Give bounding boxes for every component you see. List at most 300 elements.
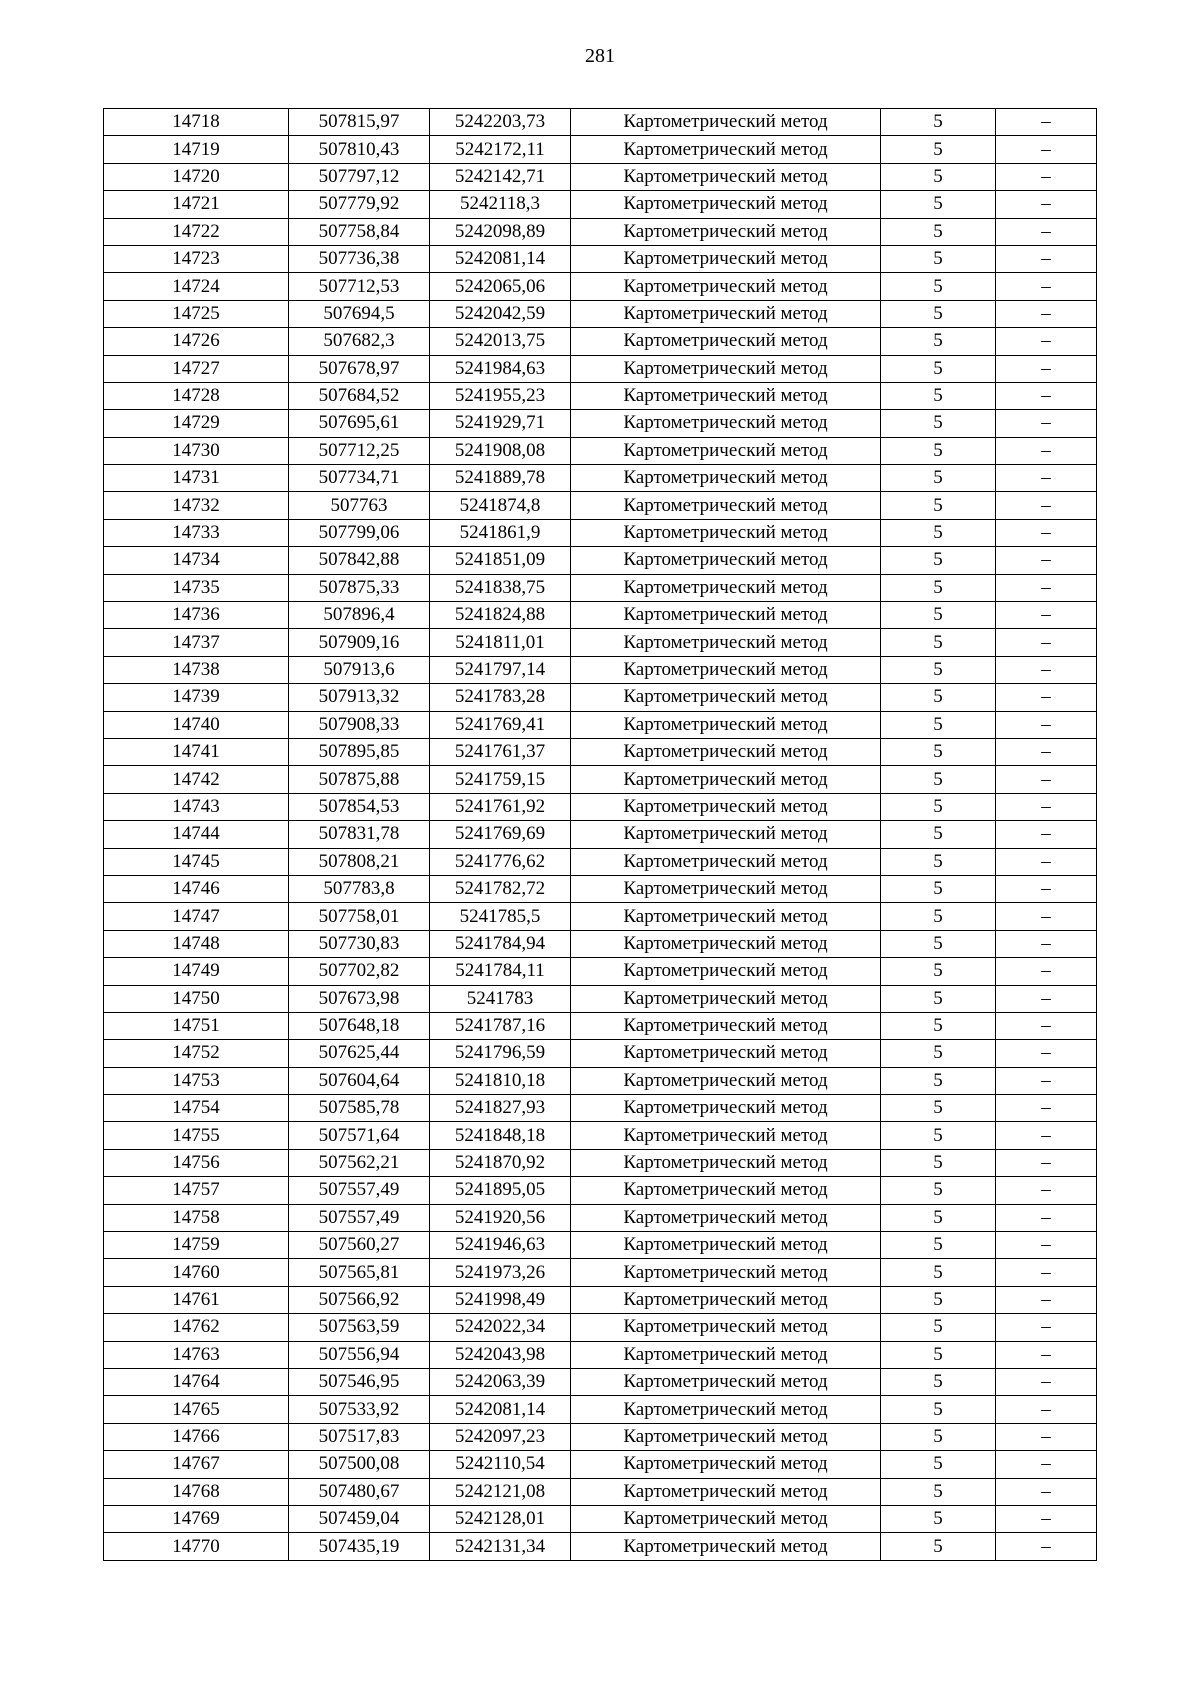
table-row	[104, 793, 1097, 820]
note-cell: –	[996, 958, 1097, 985]
y-coordinate-cell: 5241776,62	[430, 848, 571, 875]
table-row	[104, 1012, 1097, 1039]
method-cell: Картометрический метод	[571, 300, 881, 327]
y-coordinate-cell: 5241973,26	[430, 1259, 571, 1286]
point-number-cell: 14739	[104, 684, 289, 711]
note-cell: –	[996, 738, 1097, 765]
x-coordinate-cell: 507673,98	[289, 985, 430, 1012]
note-cell: –	[996, 1505, 1097, 1532]
x-coordinate-cell: 507695,61	[289, 410, 430, 437]
y-coordinate-cell: 5241955,23	[430, 382, 571, 409]
method-cell: Картометрический метод	[571, 191, 881, 218]
point-number-cell: 14720	[104, 163, 289, 190]
note-cell: –	[996, 1095, 1097, 1122]
note-cell: –	[996, 711, 1097, 738]
table-row	[104, 1095, 1097, 1122]
point-number-cell: 14725	[104, 300, 289, 327]
y-coordinate-cell: 5242121,08	[430, 1478, 571, 1505]
point-number-cell: 14748	[104, 930, 289, 957]
point-number-cell: 14741	[104, 738, 289, 765]
note-cell: –	[996, 1259, 1097, 1286]
x-coordinate-cell: 507831,78	[289, 821, 430, 848]
x-coordinate-cell: 507480,67	[289, 1478, 430, 1505]
y-coordinate-cell: 5242081,14	[430, 245, 571, 272]
table-row	[104, 602, 1097, 629]
note-cell: –	[996, 1533, 1097, 1560]
y-coordinate-cell: 5241784,11	[430, 958, 571, 985]
table-row	[104, 109, 1097, 136]
method-cell: Картометрический метод	[571, 1012, 881, 1039]
accuracy-cell: 5	[881, 1177, 996, 1204]
method-cell: Картометрический метод	[571, 766, 881, 793]
y-coordinate-cell: 5242203,73	[430, 109, 571, 136]
table-row	[104, 930, 1097, 957]
accuracy-cell: 5	[881, 1122, 996, 1149]
table-row	[104, 1177, 1097, 1204]
x-coordinate-cell: 507702,82	[289, 958, 430, 985]
method-cell: Картометрический метод	[571, 492, 881, 519]
x-coordinate-cell: 507459,04	[289, 1505, 430, 1532]
table-row	[104, 547, 1097, 574]
table-row	[104, 328, 1097, 355]
x-coordinate-cell: 507758,84	[289, 218, 430, 245]
table-row	[104, 163, 1097, 190]
x-coordinate-cell: 507694,5	[289, 300, 430, 327]
accuracy-cell: 5	[881, 602, 996, 629]
table-row	[104, 1067, 1097, 1094]
accuracy-cell: 5	[881, 985, 996, 1012]
table-row	[104, 903, 1097, 930]
accuracy-cell: 5	[881, 1533, 996, 1560]
method-cell: Картометрический метод	[571, 1341, 881, 1368]
point-number-cell: 14764	[104, 1368, 289, 1395]
note-cell: –	[996, 1396, 1097, 1423]
y-coordinate-cell: 5242043,98	[430, 1341, 571, 1368]
note-cell: –	[996, 1204, 1097, 1231]
table-row	[104, 629, 1097, 656]
method-cell: Картометрический метод	[571, 136, 881, 163]
accuracy-cell: 5	[881, 738, 996, 765]
y-coordinate-cell: 5242097,23	[430, 1423, 571, 1450]
method-cell: Картометрический метод	[571, 903, 881, 930]
note-cell: –	[996, 1314, 1097, 1341]
point-number-cell: 14767	[104, 1451, 289, 1478]
x-coordinate-cell: 507808,21	[289, 848, 430, 875]
table-row	[104, 437, 1097, 464]
table-row	[104, 300, 1097, 327]
note-cell: –	[996, 465, 1097, 492]
x-coordinate-cell: 507557,49	[289, 1204, 430, 1231]
y-coordinate-cell: 5241824,88	[430, 602, 571, 629]
method-cell: Картометрический метод	[571, 1314, 881, 1341]
method-cell: Картометрический метод	[571, 656, 881, 683]
table-row	[104, 410, 1097, 437]
method-cell: Картометрический метод	[571, 547, 881, 574]
table-row	[104, 136, 1097, 163]
point-number-cell: 14728	[104, 382, 289, 409]
method-cell: Картометрический метод	[571, 1095, 881, 1122]
point-number-cell: 14731	[104, 465, 289, 492]
note-cell: –	[996, 1286, 1097, 1313]
table-row	[104, 766, 1097, 793]
table-row	[104, 465, 1097, 492]
x-coordinate-cell: 507758,01	[289, 903, 430, 930]
y-coordinate-cell: 5241838,75	[430, 574, 571, 601]
point-number-cell: 14719	[104, 136, 289, 163]
table-row	[104, 191, 1097, 218]
x-coordinate-cell: 507566,92	[289, 1286, 430, 1313]
y-coordinate-cell: 5242042,59	[430, 300, 571, 327]
accuracy-cell: 5	[881, 300, 996, 327]
table-row	[104, 1368, 1097, 1395]
point-number-cell: 14762	[104, 1314, 289, 1341]
point-number-cell: 14756	[104, 1149, 289, 1176]
x-coordinate-cell: 507562,21	[289, 1149, 430, 1176]
y-coordinate-cell: 5241810,18	[430, 1067, 571, 1094]
x-coordinate-cell: 507854,53	[289, 793, 430, 820]
method-cell: Картометрический метод	[571, 519, 881, 546]
table-row	[104, 711, 1097, 738]
y-coordinate-cell: 5241874,8	[430, 492, 571, 519]
note-cell: –	[996, 109, 1097, 136]
note-cell: –	[996, 1341, 1097, 1368]
y-coordinate-cell: 5242172,11	[430, 136, 571, 163]
accuracy-cell: 5	[881, 136, 996, 163]
y-coordinate-cell: 5242142,71	[430, 163, 571, 190]
accuracy-cell: 5	[881, 273, 996, 300]
x-coordinate-cell: 507736,38	[289, 245, 430, 272]
method-cell: Картометрический метод	[571, 985, 881, 1012]
y-coordinate-cell: 5241895,05	[430, 1177, 571, 1204]
x-coordinate-cell: 507546,95	[289, 1368, 430, 1395]
accuracy-cell: 5	[881, 245, 996, 272]
accuracy-cell: 5	[881, 410, 996, 437]
y-coordinate-cell: 5241759,15	[430, 766, 571, 793]
note-cell: –	[996, 355, 1097, 382]
table-row	[104, 519, 1097, 546]
table-row	[104, 1341, 1097, 1368]
note-cell: –	[996, 985, 1097, 1012]
y-coordinate-cell: 5241784,94	[430, 930, 571, 957]
y-coordinate-cell: 5241761,37	[430, 738, 571, 765]
point-number-cell: 14721	[104, 191, 289, 218]
accuracy-cell: 5	[881, 218, 996, 245]
note-cell: –	[996, 875, 1097, 902]
note-cell: –	[996, 1012, 1097, 1039]
note-cell: –	[996, 930, 1097, 957]
method-cell: Картометрический метод	[571, 848, 881, 875]
note-cell: –	[996, 136, 1097, 163]
note-cell: –	[996, 519, 1097, 546]
table-row	[104, 218, 1097, 245]
method-cell: Картометрический метод	[571, 1232, 881, 1259]
accuracy-cell: 5	[881, 1368, 996, 1395]
note-cell: –	[996, 328, 1097, 355]
point-number-cell: 14740	[104, 711, 289, 738]
note-cell: –	[996, 382, 1097, 409]
method-cell: Картометрический метод	[571, 1423, 881, 1450]
x-coordinate-cell: 507517,83	[289, 1423, 430, 1450]
y-coordinate-cell: 5241787,16	[430, 1012, 571, 1039]
point-number-cell: 14769	[104, 1505, 289, 1532]
coordinates-table-body	[104, 109, 1097, 1561]
point-number-cell: 14733	[104, 519, 289, 546]
y-coordinate-cell: 5241984,63	[430, 355, 571, 382]
y-coordinate-cell: 5241929,71	[430, 410, 571, 437]
point-number-cell: 14758	[104, 1204, 289, 1231]
y-coordinate-cell: 5241908,08	[430, 437, 571, 464]
note-cell: –	[996, 903, 1097, 930]
note-cell: –	[996, 1451, 1097, 1478]
table-row	[104, 492, 1097, 519]
x-coordinate-cell: 507684,52	[289, 382, 430, 409]
method-cell: Картометрический метод	[571, 1177, 881, 1204]
point-number-cell: 14730	[104, 437, 289, 464]
method-cell: Картометрический метод	[571, 711, 881, 738]
method-cell: Картометрический метод	[571, 1149, 881, 1176]
y-coordinate-cell: 5241827,93	[430, 1095, 571, 1122]
method-cell: Картометрический метод	[571, 1067, 881, 1094]
point-number-cell: 14737	[104, 629, 289, 656]
method-cell: Картометрический метод	[571, 355, 881, 382]
x-coordinate-cell: 507712,53	[289, 273, 430, 300]
y-coordinate-cell: 5242110,54	[430, 1451, 571, 1478]
x-coordinate-cell: 507875,88	[289, 766, 430, 793]
point-number-cell: 14754	[104, 1095, 289, 1122]
method-cell: Картометрический метод	[571, 328, 881, 355]
x-coordinate-cell: 507625,44	[289, 1040, 430, 1067]
table-row	[104, 848, 1097, 875]
table-row	[104, 958, 1097, 985]
note-cell: –	[996, 492, 1097, 519]
y-coordinate-cell: 5241785,5	[430, 903, 571, 930]
point-number-cell: 14734	[104, 547, 289, 574]
method-cell: Картометрический метод	[571, 1368, 881, 1395]
x-coordinate-cell: 507783,8	[289, 875, 430, 902]
x-coordinate-cell: 507560,27	[289, 1232, 430, 1259]
y-coordinate-cell: 5242065,06	[430, 273, 571, 300]
x-coordinate-cell: 507734,71	[289, 465, 430, 492]
note-cell: –	[996, 684, 1097, 711]
table-row	[104, 738, 1097, 765]
y-coordinate-cell: 5242081,14	[430, 1396, 571, 1423]
method-cell: Картометрический метод	[571, 1505, 881, 1532]
note-cell: –	[996, 602, 1097, 629]
method-cell: Картометрический метод	[571, 793, 881, 820]
accuracy-cell: 5	[881, 793, 996, 820]
note-cell: –	[996, 1177, 1097, 1204]
table-row	[104, 1149, 1097, 1176]
method-cell: Картометрический метод	[571, 1478, 881, 1505]
method-cell: Картометрический метод	[571, 574, 881, 601]
accuracy-cell: 5	[881, 519, 996, 546]
x-coordinate-cell: 507712,25	[289, 437, 430, 464]
point-number-cell: 14735	[104, 574, 289, 601]
accuracy-cell: 5	[881, 1314, 996, 1341]
note-cell: –	[996, 1423, 1097, 1450]
x-coordinate-cell: 507648,18	[289, 1012, 430, 1039]
x-coordinate-cell: 507908,33	[289, 711, 430, 738]
method-cell: Картометрический метод	[571, 821, 881, 848]
table-row	[104, 382, 1097, 409]
y-coordinate-cell: 5241797,14	[430, 656, 571, 683]
y-coordinate-cell: 5242013,75	[430, 328, 571, 355]
coordinates-table	[103, 108, 1097, 1561]
table-row	[104, 1451, 1097, 1478]
accuracy-cell: 5	[881, 684, 996, 711]
y-coordinate-cell: 5241811,01	[430, 629, 571, 656]
method-cell: Картометрический метод	[571, 1396, 881, 1423]
accuracy-cell: 5	[881, 766, 996, 793]
x-coordinate-cell: 507585,78	[289, 1095, 430, 1122]
accuracy-cell: 5	[881, 875, 996, 902]
accuracy-cell: 5	[881, 821, 996, 848]
method-cell: Картометрический метод	[571, 958, 881, 985]
y-coordinate-cell: 5241889,78	[430, 465, 571, 492]
point-number-cell: 14755	[104, 1122, 289, 1149]
method-cell: Картометрический метод	[571, 1451, 881, 1478]
accuracy-cell: 5	[881, 1286, 996, 1313]
point-number-cell: 14743	[104, 793, 289, 820]
y-coordinate-cell: 5241998,49	[430, 1286, 571, 1313]
method-cell: Картометрический метод	[571, 684, 881, 711]
table-row	[104, 1423, 1097, 1450]
method-cell: Картометрический метод	[571, 602, 881, 629]
x-coordinate-cell: 507500,08	[289, 1451, 430, 1478]
point-number-cell: 14763	[104, 1341, 289, 1368]
note-cell: –	[996, 629, 1097, 656]
y-coordinate-cell: 5241796,59	[430, 1040, 571, 1067]
note-cell: –	[996, 1478, 1097, 1505]
accuracy-cell: 5	[881, 465, 996, 492]
y-coordinate-cell: 5241782,72	[430, 875, 571, 902]
accuracy-cell: 5	[881, 1259, 996, 1286]
y-coordinate-cell: 5242022,34	[430, 1314, 571, 1341]
note-cell: –	[996, 163, 1097, 190]
accuracy-cell: 5	[881, 903, 996, 930]
x-coordinate-cell: 507779,92	[289, 191, 430, 218]
y-coordinate-cell: 5241783,28	[430, 684, 571, 711]
note-cell: –	[996, 821, 1097, 848]
point-number-cell: 14746	[104, 875, 289, 902]
accuracy-cell: 5	[881, 1341, 996, 1368]
x-coordinate-cell: 507842,88	[289, 547, 430, 574]
y-coordinate-cell: 5242098,89	[430, 218, 571, 245]
method-cell: Картометрический метод	[571, 1533, 881, 1560]
y-coordinate-cell: 5241946,63	[430, 1232, 571, 1259]
note-cell: –	[996, 245, 1097, 272]
y-coordinate-cell: 5242063,39	[430, 1368, 571, 1395]
note-cell: –	[996, 766, 1097, 793]
table-row	[104, 875, 1097, 902]
point-number-cell: 14753	[104, 1067, 289, 1094]
point-number-cell: 14752	[104, 1040, 289, 1067]
point-number-cell: 14738	[104, 656, 289, 683]
note-cell: –	[996, 574, 1097, 601]
accuracy-cell: 5	[881, 930, 996, 957]
x-coordinate-cell: 507565,81	[289, 1259, 430, 1286]
method-cell: Картометрический метод	[571, 109, 881, 136]
accuracy-cell: 5	[881, 1040, 996, 1067]
y-coordinate-cell: 5241769,41	[430, 711, 571, 738]
point-number-cell: 14718	[104, 109, 289, 136]
accuracy-cell: 5	[881, 547, 996, 574]
method-cell: Картометрический метод	[571, 1040, 881, 1067]
x-coordinate-cell: 507571,64	[289, 1122, 430, 1149]
note-cell: –	[996, 191, 1097, 218]
y-coordinate-cell: 5241851,09	[430, 547, 571, 574]
method-cell: Картометрический метод	[571, 1204, 881, 1231]
accuracy-cell: 5	[881, 109, 996, 136]
point-number-cell: 14770	[104, 1533, 289, 1560]
note-cell: –	[996, 656, 1097, 683]
point-number-cell: 14751	[104, 1012, 289, 1039]
accuracy-cell: 5	[881, 1232, 996, 1259]
note-cell: –	[996, 410, 1097, 437]
accuracy-cell: 5	[881, 355, 996, 382]
x-coordinate-cell: 507896,4	[289, 602, 430, 629]
method-cell: Картометрический метод	[571, 410, 881, 437]
x-coordinate-cell: 507815,97	[289, 109, 430, 136]
point-number-cell: 14761	[104, 1286, 289, 1313]
method-cell: Картометрический метод	[571, 245, 881, 272]
x-coordinate-cell: 507563,59	[289, 1314, 430, 1341]
accuracy-cell: 5	[881, 1012, 996, 1039]
method-cell: Картометрический метод	[571, 875, 881, 902]
accuracy-cell: 5	[881, 1478, 996, 1505]
note-cell: –	[996, 848, 1097, 875]
x-coordinate-cell: 507556,94	[289, 1341, 430, 1368]
x-coordinate-cell: 507678,97	[289, 355, 430, 382]
accuracy-cell: 5	[881, 191, 996, 218]
note-cell: –	[996, 218, 1097, 245]
y-coordinate-cell: 5241870,92	[430, 1149, 571, 1176]
x-coordinate-cell: 507895,85	[289, 738, 430, 765]
table-row	[104, 1040, 1097, 1067]
accuracy-cell: 5	[881, 328, 996, 355]
accuracy-cell: 5	[881, 1149, 996, 1176]
table-row	[104, 245, 1097, 272]
method-cell: Картометрический метод	[571, 1122, 881, 1149]
x-coordinate-cell: 507533,92	[289, 1396, 430, 1423]
point-number-cell: 14726	[104, 328, 289, 355]
accuracy-cell: 5	[881, 629, 996, 656]
point-number-cell: 14745	[104, 848, 289, 875]
accuracy-cell: 5	[881, 1451, 996, 1478]
accuracy-cell: 5	[881, 848, 996, 875]
table-row	[104, 821, 1097, 848]
point-number-cell: 14749	[104, 958, 289, 985]
x-coordinate-cell: 507909,16	[289, 629, 430, 656]
point-number-cell: 14744	[104, 821, 289, 848]
point-number-cell: 14760	[104, 1259, 289, 1286]
point-number-cell: 14727	[104, 355, 289, 382]
table-row	[104, 1533, 1097, 1560]
y-coordinate-cell: 5241783	[430, 985, 571, 1012]
note-cell: –	[996, 1368, 1097, 1395]
page-number: 281	[585, 45, 615, 67]
x-coordinate-cell: 507682,3	[289, 328, 430, 355]
point-number-cell: 14768	[104, 1478, 289, 1505]
point-number-cell: 14722	[104, 218, 289, 245]
x-coordinate-cell: 507810,43	[289, 136, 430, 163]
y-coordinate-cell: 5242118,3	[430, 191, 571, 218]
point-number-cell: 14759	[104, 1232, 289, 1259]
table-row	[104, 684, 1097, 711]
point-number-cell: 14729	[104, 410, 289, 437]
table-row	[104, 355, 1097, 382]
method-cell: Картометрический метод	[571, 1286, 881, 1313]
